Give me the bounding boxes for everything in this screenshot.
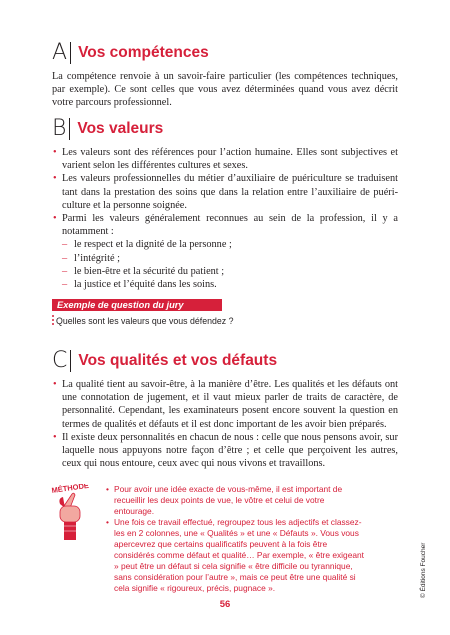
copyright-credit: © Éditions Foucher xyxy=(420,542,427,598)
section-letter: A xyxy=(52,40,68,65)
jury-question-banner xyxy=(52,299,222,311)
sublist-item: – le bien-être et la sécurité du patient ; xyxy=(62,265,398,278)
section-b-heading xyxy=(52,118,163,140)
sublist-item: – l’intégrité ; xyxy=(62,252,398,265)
section-title: Vos valeurs xyxy=(77,120,164,137)
list-item: • Il existe deux personnalités en chacun de nous : celle que nous pensons avoir, sur laquelle nous appuyons notre façon d’être ; et celle que perçoivent les autres, ceux qui nous entoure, ceux avec qui nous vivons et travaillons. xyxy=(52,431,398,471)
section-title: Vos compétences xyxy=(78,44,209,61)
list-item-text: Parmi les valeurs généralement reconnues au sein de la profession, il y a notamment : xyxy=(62,213,398,238)
section-c-heading xyxy=(52,350,277,372)
section-title: Vos qualités et vos défauts xyxy=(78,352,278,369)
heading-divider xyxy=(70,42,71,64)
qualities-list xyxy=(52,378,398,470)
list-item: • Les valeurs professionnelles du métier d’auxiliaire de puériculture se traduisent tant dans la prestation des soins que dans la relation entre l’auxiliaire de puériculture et la personne soignée. xyxy=(52,172,398,212)
method-badge xyxy=(50,484,100,544)
list-item: • Les valeurs sont des références pour l’action humaine. Elles sont subjectives et varient selon les différentes cultures et sexes. xyxy=(52,146,398,172)
values-sublist xyxy=(62,238,398,291)
section-letter: B xyxy=(52,116,67,141)
jury-label: Exemple de question du jury xyxy=(57,300,184,310)
heading-divider xyxy=(70,350,71,372)
list-item xyxy=(52,212,398,291)
page-number: 56 xyxy=(219,599,231,610)
heading-divider xyxy=(69,118,70,140)
section-letter: C xyxy=(52,348,68,373)
section-a-paragraph: La compétence renvoie à un savoir-faire particulier (les compétences techniques, par exemple). Ce sont celles que vous avez déterminées quand vous avez décrit votre parcours professionnel. xyxy=(52,71,398,109)
method-hand-icon xyxy=(50,484,100,544)
method-label: MÉTHODE xyxy=(51,484,90,495)
method-tip: • Une fois ce travail effectué, regroupez tous les adjectifs et classez-les en 2 colonnes, une « Qualités » et une « Défauts ». Vous vous apercevrez que certains qualificatifs peuvent à la fois être considérés comme défaut et qualité… Par exemple, « être exigeant » peut être un défaut si cela signifie « être difficile ou tyrannique, sans considération pour l’autre », mais ce peut être une qualité si cela signifie « rigoureux, précis, pugnace ». xyxy=(106,517,366,594)
values-list xyxy=(52,146,398,291)
section-a-heading xyxy=(52,42,209,64)
sublist-item: – la justice et l’équité dans les soins. xyxy=(62,278,398,291)
jury-question: Quelles sont les valeurs que vous défendez ? xyxy=(56,316,234,326)
method-tips xyxy=(106,484,366,594)
method-tip: • Pour avoir une idée exacte de vous-même, il est important de recueillir les deux points de vue, le vôtre et celui de votre entourage. xyxy=(106,484,366,517)
list-item: • La qualité tient au savoir-être, à la manière d’être. Les qualités et les défauts ont une connotation de jugement, et il vaut mieux parler de traits de caractère, de personnalité. Cependant, les examinateurs posent encore souvent la question en termes de qualités et défauts et il est donc important de les avoir bien préparés. xyxy=(52,378,398,431)
sublist-item: – le respect et la dignité de la personne ; xyxy=(62,238,398,251)
